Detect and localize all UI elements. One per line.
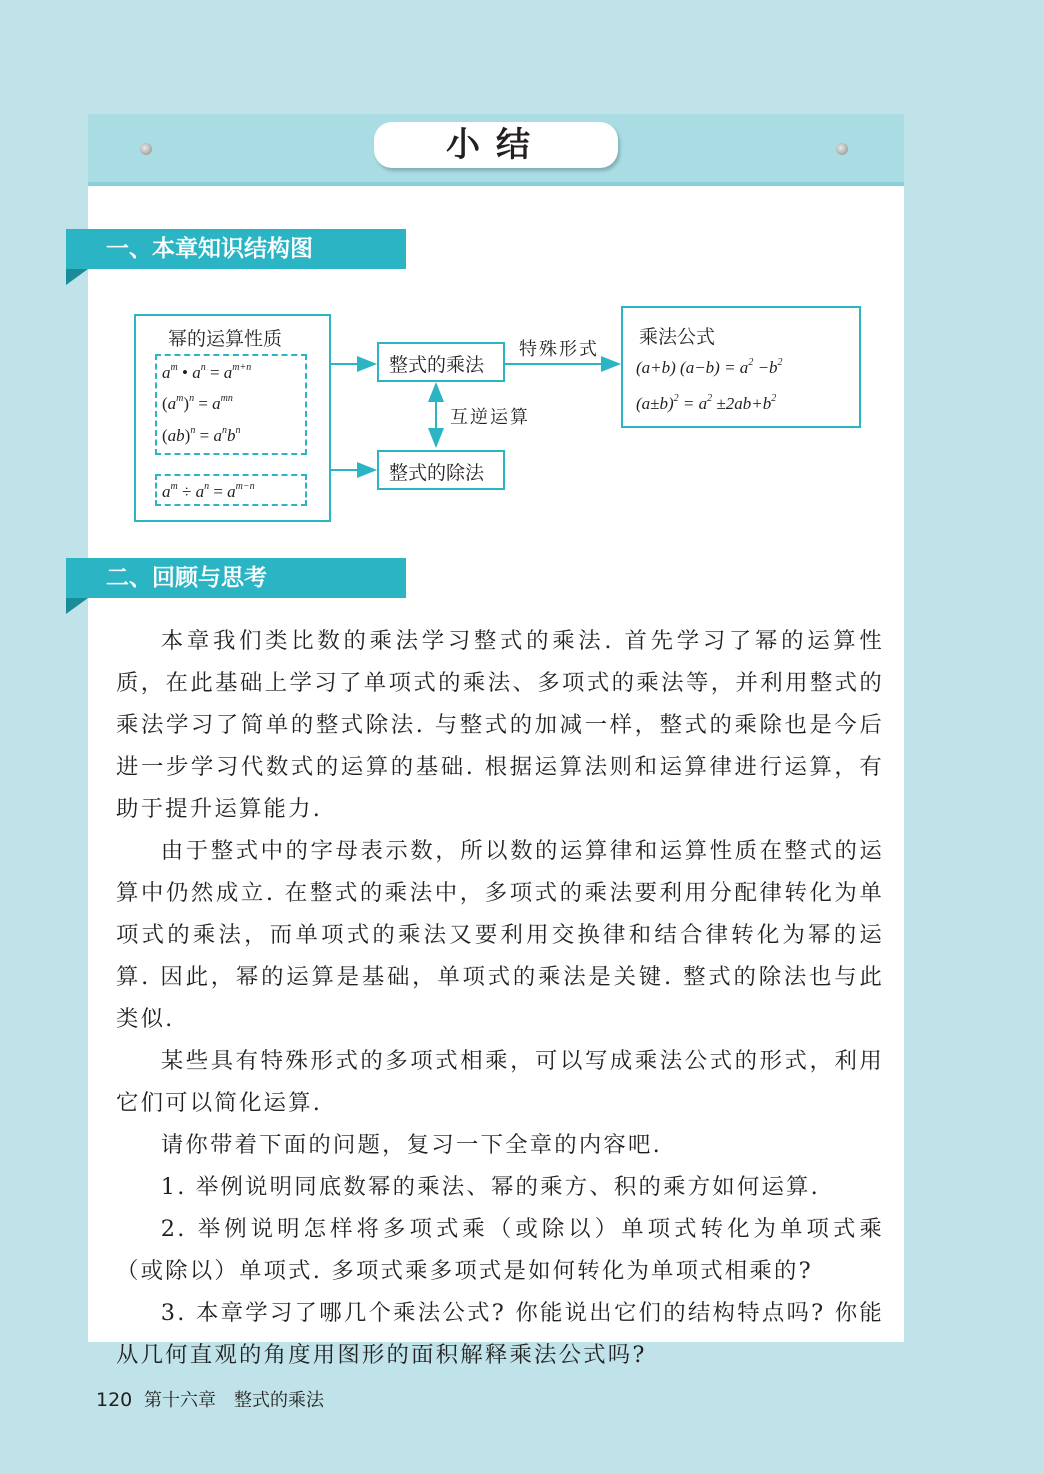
polynomial-division-label: 整式的除法 xyxy=(389,462,485,484)
inverse-operation-label: 互逆运算 xyxy=(450,407,530,428)
diagram-arrows xyxy=(0,0,1044,600)
question-2: 2. 举例说明怎样将多项式乘（或除以）单项式转化为单项式乘（或除以）单项式. 多项式乘多项式是如何转化为单项式相乘的? xyxy=(116,1216,884,1284)
power-rule-division: $a^m \div a^n = a^{m-n}$ xyxy=(162,481,255,501)
power-rule-product-power: $(ab)^n = a^nb^n$ xyxy=(162,425,241,445)
paragraph-2: 由于整式中的字母表示数，所以数的运算律和运算性质在整式的运算中仍然成立. 在整式的乘法中，多项式的乘法要利用分配律转化为单项式的乘法，而单项式的乘法又要利用交换律和结合律转化为幂的运算. 因此，幂的运算是基础，单项式的乘法是关键. 整式的除法也与此类似. xyxy=(116,838,884,1032)
polynomial-multiplication-label: 整式的乘法 xyxy=(389,354,485,376)
question-3: 3. 本章学习了哪几个乘法公式? 你能说出它们的结构特点吗? 你能从几何直观的角度用图形的面积解释乘法公式吗? xyxy=(116,1300,884,1368)
page-title: 小结 xyxy=(374,122,618,168)
special-form-label: 特殊形式 xyxy=(519,339,599,360)
power-rule-product: $a^m$ • $a^n = a^{m+n}$ xyxy=(162,362,252,382)
section-heading-structure: 一、本章知识结构图 xyxy=(66,229,406,269)
multiplication-formula-label: 乘法公式 xyxy=(639,326,716,348)
page-number: 120 xyxy=(96,1389,133,1411)
power-rule-power: $(a^m)^n = a^{mn}$ xyxy=(162,393,233,413)
paragraph-4: 请你带着下面的问题，复习一下全章的内容吧. xyxy=(160,1132,662,1158)
section-heading-review: 二、回顾与思考 xyxy=(66,558,406,598)
question-1: 1. 举例说明同底数幂的乘法、幂的乘方、积的乘方如何运算. xyxy=(160,1174,820,1200)
paragraph-1: 本章我们类比数的乘法学习整式的乘法. 首先学习了幂的运算性质，在此基础上学习了单项式的乘法、多项式的乘法等，并利用整式的乘法学习了简单的整式除法. 与整式的加减一样，整式的乘除也是今后进一步学习代数式的运算的基础. 根据运算法则和运算律进行运算，有助于提升运算能力. xyxy=(116,628,884,822)
difference-of-squares-formula: (a+b) $(a-b) = a^2 -b^2$ xyxy=(636,357,783,377)
paragraph-3: 某些具有特殊形式的多项式相乘，可以写成乘法公式的形式，利用它们可以简化运算. xyxy=(116,1048,884,1116)
power-properties-label: 幂的运算性质 xyxy=(168,328,283,350)
review-text xyxy=(116,620,884,1376)
section-fold-2 xyxy=(66,598,88,614)
page-footer xyxy=(96,1386,324,1412)
perfect-square-formula: $(a\pm b)^2 = a^2 \pm 2ab+b^2$ xyxy=(636,393,777,413)
chapter-title: 第十六章 整式的乘法 xyxy=(144,1390,324,1411)
